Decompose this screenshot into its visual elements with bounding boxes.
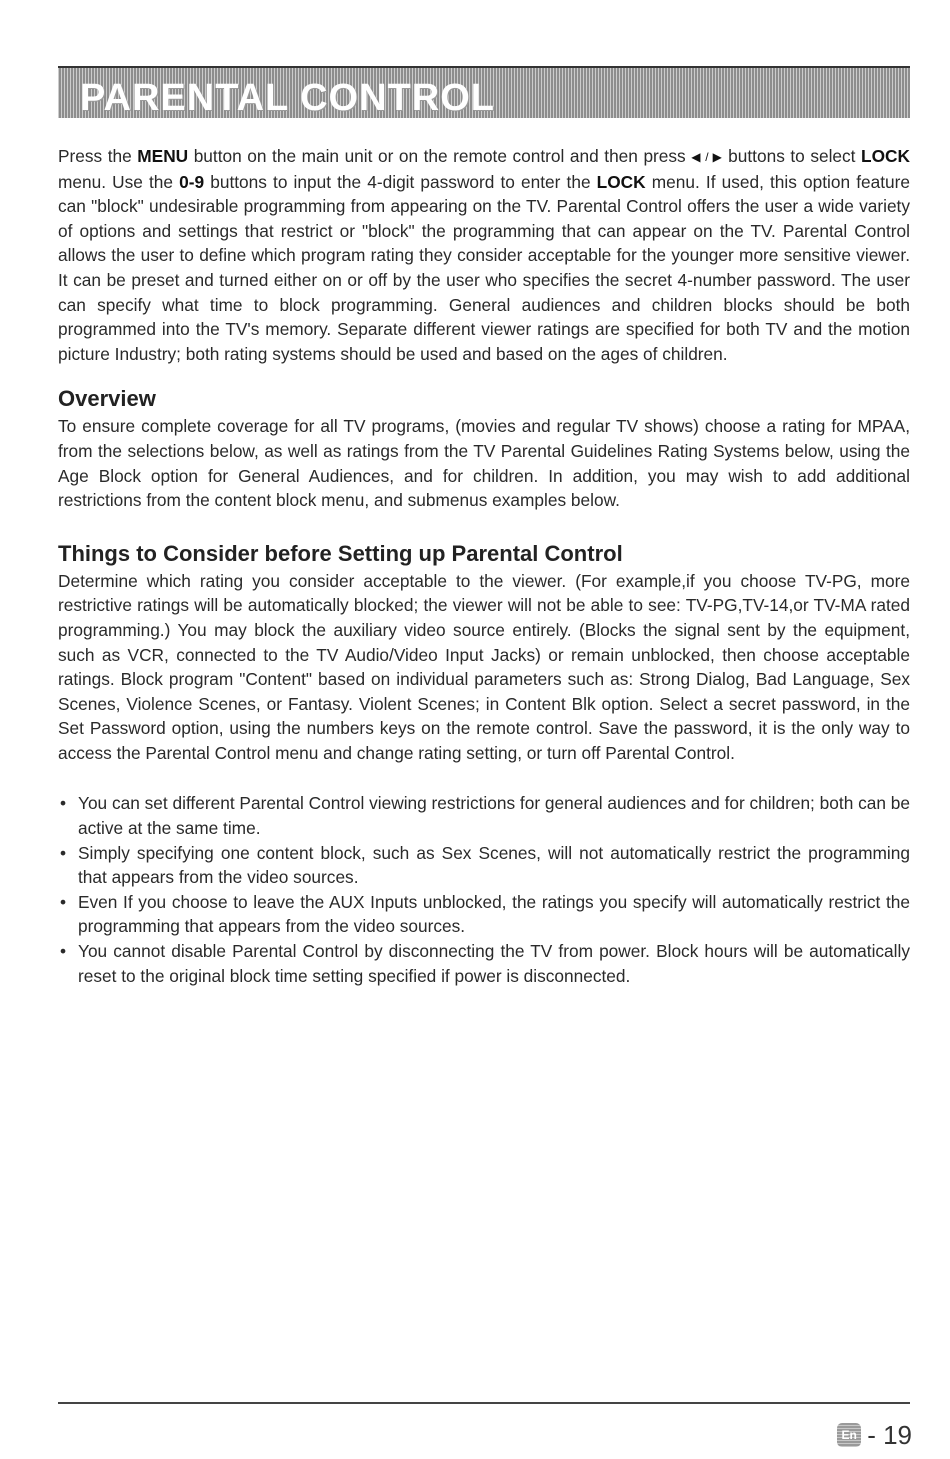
digits-keyword: 0-9 bbox=[179, 171, 205, 192]
page-title: PARENTAL CONTROL bbox=[80, 77, 495, 119]
lock-keyword: LOCK bbox=[596, 171, 646, 192]
things-to-consider-heading: Things to Consider before Setting up Parental Control bbox=[58, 540, 623, 566]
intro-text: menu. Use the bbox=[58, 171, 180, 192]
intro-text: buttons to select bbox=[722, 146, 862, 166]
language-badge-icon: En bbox=[837, 1423, 861, 1447]
things-to-consider-paragraph: Determine which rating you consider acceptable to the viewer. (For example,if you choose TV-PG, more restrictive ratings will be automatically blocked; the viewer will not be able to see: TV-PG,TV-14,or TV-MA rated programming.) You may block the auxiliary video source entirely. (Blocks the signal sent by the equipment, such as VCR, connected to the TV Audio/Video Input Jacks) or remain unblocked, then choose acceptable ratings. Block program "Content" based on individual parameters such as: Strong Dialog, Bad Language, Sex Scenes, Violence Scenes, or Fantasy. Violent Scenes; in Content Blk option. Select a secret password, in the Set Password option, using the numbers keys on the remote control. Save the password, it is the only way to access the Parental Control menu and change rating setting, or turn off Parental Control. bbox=[58, 570, 910, 763]
bullet-marker: • bbox=[60, 941, 67, 962]
bullet-item bbox=[58, 791, 910, 840]
intro-text: Press the bbox=[58, 146, 138, 166]
intro-text: button on the main unit or on the remote control and then press bbox=[188, 146, 692, 166]
overview-paragraph: To ensure complete coverage for all TV programs, (movies and regular TV shows) choose a rating for MPAA, from the selections below, as well as ratings from the TV Parental Guidelines Rating Systems below, using the Age Block option for General Audiences, and for children. In addition, you may wish to add additional restrictions from the content block menu, and submenus examples below. bbox=[58, 416, 910, 511]
bullet-item bbox=[58, 939, 910, 988]
bullet-text: Simply specifying one content block, such as Sex Scenes, will not automatically restrict the programming that appears from the video sources. bbox=[78, 842, 910, 888]
bullet-text: Even If you choose to leave the AUX Inputs unblocked, the ratings you specify will automatically restrict the programming that appears from the video sources. bbox=[78, 891, 910, 937]
left-right-arrow-icon: ◀ / ▶ bbox=[691, 150, 723, 164]
bullet-marker: • bbox=[60, 891, 67, 912]
bullet-item bbox=[58, 890, 910, 939]
main-content bbox=[58, 144, 910, 988]
bullet-text: You can set different Parental Control viewing restrictions for general audiences and for children; both can be active at the same time. bbox=[78, 793, 910, 839]
menu-keyword: MENU bbox=[137, 146, 189, 166]
page-number: - 19 bbox=[867, 1419, 912, 1450]
section-banner bbox=[58, 66, 910, 118]
lock-keyword: LOCK bbox=[861, 146, 910, 166]
bullet-text: You cannot disable Parental Control by disconnecting the TV from power. Block hours will be automatically reset to the original block time setting specified if power is disconnected. bbox=[78, 941, 910, 986]
bullet-marker: • bbox=[60, 793, 67, 814]
intro-paragraph bbox=[58, 144, 910, 366]
overview-heading: Overview bbox=[58, 386, 156, 412]
page-footer bbox=[837, 1418, 912, 1452]
intro-text: buttons to input the 4-digit password to enter the bbox=[204, 171, 597, 192]
bullet-list bbox=[58, 791, 910, 988]
footer-divider bbox=[58, 1402, 910, 1404]
bullet-item bbox=[58, 841, 910, 890]
intro-text: menu. If used, this option feature can "block" undesirable programming from appearing on the TV. Parental Control offers the user a wide variety of options and settings that restrict or "block" the programming that can appear on the TV. Parental Control allows the user to define which program rating they consider acceptable for the younger more sensitive viewer. It can be preset and turned either on or off by the user who specifies the secret 4-number password. The user can specify what time to block programming. General audiences and children blocks should be both programmed into the TV's memory. Separate different viewer ratings are specified for both TV and the motion picture Industry; both rating systems should be used and based on the ages of children. bbox=[58, 171, 910, 364]
bullet-marker: • bbox=[60, 842, 67, 863]
